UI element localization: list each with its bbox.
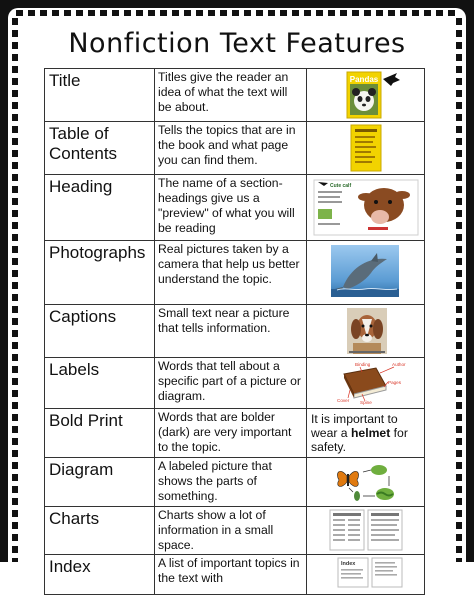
table-row — [45, 409, 425, 458]
definition-cell: Titles give the reader an idea of what the text will be about. — [155, 69, 307, 122]
term-cell: Title — [45, 69, 155, 122]
index-heading-text: Index — [340, 561, 355, 567]
labeled-book-image — [310, 360, 422, 406]
image-cell — [307, 305, 425, 358]
table-row — [45, 305, 425, 358]
diagram-label: Author — [391, 362, 406, 367]
dog-photo-image — [339, 307, 399, 355]
chart-sheet-image — [310, 509, 422, 551]
term-cell: Labels — [45, 358, 155, 409]
table-row — [45, 122, 425, 175]
page-title: Nonfiction Text Features — [68, 28, 406, 59]
table-row — [45, 555, 425, 595]
contents-page-image — [347, 124, 387, 172]
definition-cell: Charts show a lot of information in a small space. — [155, 507, 307, 555]
term-cell: Captions — [45, 305, 155, 358]
definition-cell: Small text near a picture that tells information. — [155, 305, 307, 358]
index-page-image — [310, 557, 422, 587]
diagram-label: Binding — [354, 362, 370, 367]
pandas-book-cover-image — [331, 71, 401, 119]
term-cell: Heading — [45, 175, 155, 241]
dolphin-photo-image — [331, 243, 401, 299]
term-cell: Diagram — [45, 458, 155, 507]
term-cell: Charts — [45, 507, 155, 555]
definition-cell: A labeled picture that shows the parts of something. — [155, 458, 307, 507]
dashed-border-top — [16, 10, 458, 16]
definition-cell: Words that are bolder (dark) are very important to the topic. — [155, 409, 307, 458]
table-row — [45, 458, 425, 507]
term-cell: Table of Contents — [45, 122, 155, 175]
cover-title-text: Pandas — [349, 75, 379, 84]
term-cell: Photographs — [45, 241, 155, 305]
bold-example-cell — [307, 409, 425, 458]
image-cell — [307, 358, 425, 409]
definition-cell: A list of important topics in the text with — [155, 555, 307, 595]
diagram-label: Cover — [336, 398, 349, 403]
arrow-icon — [383, 73, 400, 86]
table-row — [45, 358, 425, 409]
image-cell — [307, 458, 425, 507]
image-cell — [307, 69, 425, 122]
image-cell — [307, 122, 425, 175]
butterfly-life-cycle-image — [333, 460, 403, 504]
bold-example-text: It is important to wear a helmet for safety. — [311, 412, 408, 454]
table-row — [45, 69, 425, 122]
diagram-label: Spine — [359, 400, 372, 405]
dashed-border-right — [456, 18, 462, 562]
definition-cell: Tells the topics that are in the book and what page you can find them. — [155, 122, 307, 175]
cow-article-page-image — [310, 177, 422, 237]
definition-cell: Words that tell about a specific part of a picture or diagram. — [155, 358, 307, 409]
dashed-border-left — [12, 18, 18, 562]
diagram-label: Pages — [387, 380, 401, 385]
table-row — [45, 241, 425, 305]
image-cell — [307, 555, 425, 595]
term-cell: Bold Print — [45, 409, 155, 458]
table-row — [45, 507, 425, 555]
features-table — [44, 68, 425, 595]
image-cell — [307, 175, 425, 241]
definition-cell: The name of a section- headings give us a "preview" of what you will be reading — [155, 175, 307, 241]
definition-cell: Real pictures taken by a camera that help us better understand the topic. — [155, 241, 307, 305]
image-cell — [307, 507, 425, 555]
image-cell — [307, 241, 425, 305]
heading-sample-text: Cute calf — [329, 183, 351, 189]
term-cell: Index — [45, 555, 155, 595]
table-row — [45, 175, 425, 241]
bold-word: helmet — [350, 426, 391, 440]
